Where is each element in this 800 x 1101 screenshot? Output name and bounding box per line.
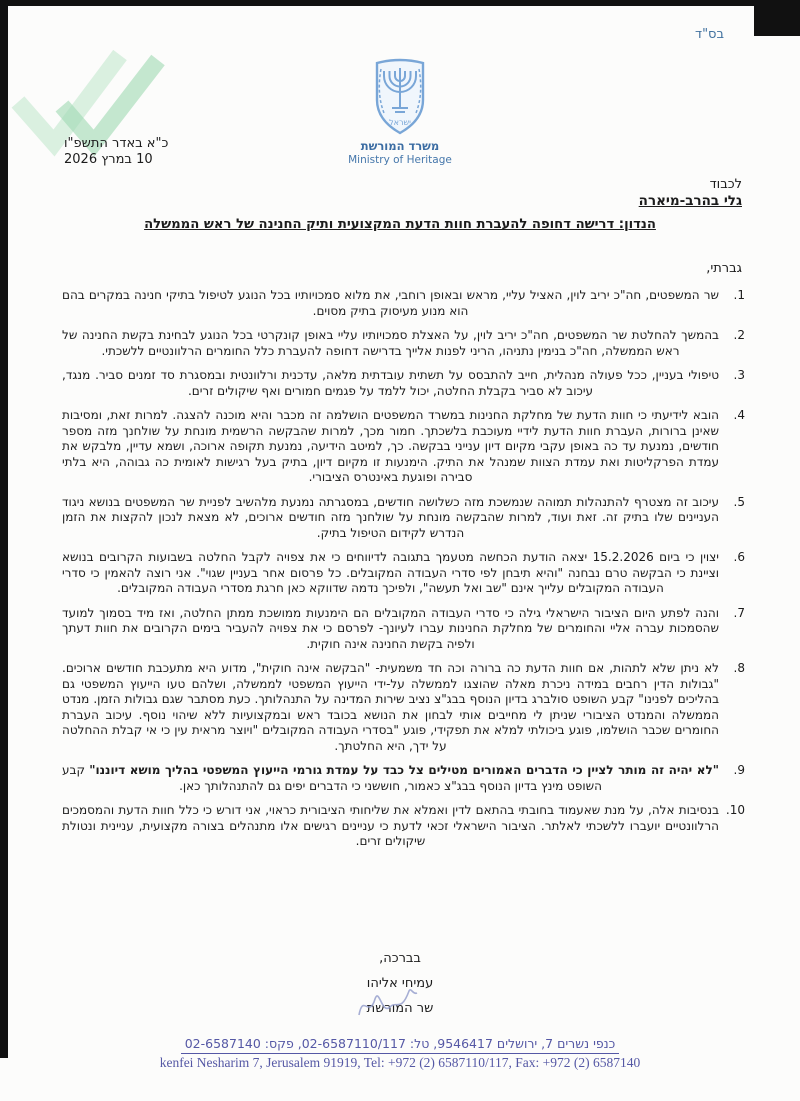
paragraph-item bbox=[60, 803, 745, 850]
paragraph-item bbox=[60, 550, 745, 597]
ministry-name-english: Ministry of Heritage bbox=[348, 154, 452, 166]
paragraph-number: 6. bbox=[733, 550, 745, 564]
paragraph-text: יצוין כי ביום 15.2.2026 יצאה הודעת הכחשה מטעמך בתגובה לדיווחים כי את צפויה לקבל החלטה בשבועות הקרובים בנושא וציינת כי הבקשה טרם נבחנה "והיא תיבחן לפי סדרי העבודה המקובלים. כל פרסום אחר בעניין שגוי". אני רוצה להאמין כי סדרי העבודה המקובלים עלייך אינם "שב ואל תעשה", ולפיכך נדמה שדווקא כאן חרגת מסדרי העבודה המקובלים. bbox=[62, 550, 719, 595]
footer-address-hebrew: כנפי נשרים 7, ירושלים 9546417, טל: 02-6587110/117, פקס: 02-6587140 bbox=[184, 1036, 616, 1051]
date-hebrew: כ"א באדר התשפ"ו bbox=[64, 136, 169, 151]
bsd-inscription: בס"ד bbox=[694, 27, 724, 42]
paragraph-text: עיכוב זה מצטרף להתנהלות תמוהה שנמשכת מזה כשלושה חודשים, במסגרתה נמנעת מלהשיב לפניית שר המשפטים בנושא ניגוד העניינים שלו בתיק זה. זאת ועוד, למרות שהבקשה מונחת על שולחנך מזה חודשים ארוכים, לא מצאת לנכון להקצות את הזמן הנדרש לקידום הטיפול בתיק. bbox=[62, 494, 719, 540]
addressee-block bbox=[639, 176, 742, 210]
paragraph-item bbox=[60, 328, 745, 359]
letter-date bbox=[64, 136, 168, 168]
paragraph-number: 9. bbox=[733, 763, 745, 777]
paragraph-number: 4. bbox=[733, 408, 745, 422]
paragraph-text: "לא יהיה זה מותר לציין כי הדברים האמורים מטילים צל כבד על עמדת גורמי הייעוץ המשפטי בהליך מושא דיוננו" קבע השופט מינץ בדיון הנוסף בבג"צ כאמור, חוששני כי הדברים יפים גם להתנהלותך כאן. bbox=[62, 763, 719, 793]
paragraph-number: 5. bbox=[733, 494, 745, 509]
paragraph-item bbox=[60, 763, 745, 794]
paragraph-text: לא ניתן שלא לתהות, אם חוות הדעת כה ברורה וכה חד משמעית- "הבקשה אינה חוקית", מדוע היא מתעכבת חודשים ארוכים. "גבולות הדין רחבים במידה ניכרת מאלה שהוצגו לממשלה על-ידי הייעוץ המשפטי לממשלה, ושלהם טעו הייעוץ המשפטי גם בהליכים לפנינו" קבע השופט סולברג בדיון הנוסף בבג"צ נציב שירות המדינה על התנהלותך. כעת מסתבר שגם גבולות הזמן. מנדט הממשלה והמנדט הציבורי שניתן לי מחייבים אותי לבחון את הנושא בכובד ראש ובמקצועיות ללא שיהוי נוסף. עיכוב העברת החומרים שכבר הושלמו, פוגע ביכולתי למלא את תפקידי, פוגע "בסדרי העבודה המקובלים "ויוצר מראית עין כי אי קבלת ההחלטה על ידך, היא החלטתך. bbox=[62, 661, 719, 753]
signature-closing: בברכה, bbox=[379, 951, 421, 966]
signer-name-wrap bbox=[367, 971, 433, 996]
paragraph-number: 2. bbox=[733, 328, 745, 342]
paragraph-item bbox=[60, 368, 745, 399]
israel-emblem-icon bbox=[368, 56, 432, 136]
paragraph-text: הובא לידיעתי כי חוות הדעת של מחלקת החנינות במשרד המשפטים הושלמה זה מכבר והיא מוכנה להצגה. למרות זאת, ומסיבות שאינן ברורות, העברת חוות הדעת לידיי מעוכבת בלשכתך. חמור מכך, למרות שהבקשה הרשמית מונחת על שולחנך מזה מספר חודשים, נמנעת עד כה באופן עקבי מקיום דיון ענייני בבקשה. כך, למיטב הידיעה, נמנעת תקופה ארוכה, ושמא עדיין, מלבקש את עמדת הפרקליטות ואת עמדת הצוות שמנהל את התיק. הימנעות זו מקיום דיון, בתיק בעל רגישות לאומית כה גבוהה, היא בלתי סבירה ופוגעת באינטרס הציבורי. bbox=[62, 408, 719, 484]
paragraph-item bbox=[60, 606, 745, 653]
subject-line: הנדון: דרישה דחופה להעברת חוות הדעת המקצועית ותיק החנינה של ראש הממשלה bbox=[144, 217, 656, 232]
paragraph-text: שר המשפטים, חה"כ יריב לוין, האציל עליי, מראש ובאופן רוחבי, את מלוא סמכויותיו בכל הנוגע לטיפול בתיקי חנינה במקרים בהם הוא מנוע מעיסוק בתיק מסוים. bbox=[62, 288, 719, 318]
paragraph-text: והנה לפתע היום הציבור הישראלי גילה כי סדרי העבודה המקובלים הם הימנעות ממושכת ממתן החלטה, ואז מיד בסמוך למועד שהסמכות עברה אליי והחומרים של מחלקת החנינות עברו לעיונך- לפרסם כי את צפויה להעביר בימים הקרובים את חוות דעתך ולפיה בקשת החנינה אינה חוקית. bbox=[62, 605, 719, 651]
signer-name: עמיחי אליהו bbox=[366, 976, 434, 991]
paragraph-item bbox=[60, 495, 745, 542]
signature-block bbox=[0, 946, 800, 1021]
photo-edge-corner bbox=[754, 0, 800, 36]
paragraph-text: טיפולי בעניין, ככל פעולה מנהלית, חייב להתבסס על תשתית עובדתית מלאה, עדכנית ורלוונטית ובמסגרת סד זמנים סביר. מנגד, עיכוב לא סביר בקבלת החלטה, יכול ללמד על פגמים חמורים ואף שיקולים זרים. bbox=[62, 368, 719, 398]
photo-edge-top bbox=[0, 0, 800, 6]
paragraph-item bbox=[60, 661, 745, 754]
paragraph-number: 8. bbox=[733, 661, 745, 675]
footer bbox=[0, 1036, 800, 1071]
paragraph-text: בנסיבות אלה, על מנת שאעמוד בחובתי בהתאם לדין ואמלא את שליחותי הציבורית כראוי, אני דורש כי כלל חוות הדעת והמסמכים הרלוונטיים יועברו ללשכתי לאלתר. הציבור הישראלי זכאי לדעת כי עניינים רגישים אלו מתנהלים בצורה מקצועית, עניינית ונטולת שיקולים זרים. bbox=[62, 803, 719, 848]
addressee-label: לכבוד bbox=[709, 177, 742, 192]
paragraph-number: 3. bbox=[733, 368, 745, 382]
paragraph-item bbox=[60, 288, 745, 319]
ministry-name-hebrew: משרד המורשת bbox=[360, 139, 440, 153]
paragraph-text: בהמשך להחלטת שר המשפטים, חה"כ יריב לוין, על האצלת סמכויותיו עליי באופן קונקרטי בכל הנוגע לבחינת בקשת החנינה של ראש הממשלה, חה"כ בנימין נתניהו, הריני לפנות אלייך בדרישה דחופה להעברת כלל החומרים הרלוונטיים ללשכתי. bbox=[62, 328, 719, 358]
signer-title: שר המורשת bbox=[366, 1001, 434, 1016]
paragraph-item bbox=[60, 408, 745, 486]
date-gregorian: 10 במרץ 2026 bbox=[64, 152, 153, 167]
paragraph-number: 1. bbox=[733, 288, 745, 302]
paragraph-number: 10. bbox=[725, 803, 745, 817]
footer-divider bbox=[181, 1053, 619, 1054]
paragraph-number: 7. bbox=[733, 605, 745, 620]
salutation: גברתי, bbox=[706, 261, 742, 276]
body-paragraphs bbox=[60, 288, 745, 859]
addressee-name: גלי בהרב-מיארה bbox=[638, 193, 742, 209]
svg-text:ישראל: ישראל bbox=[389, 118, 411, 127]
footer-address-english: kenfei Nesharim 7, Jerusalem 91919, Tel: +972 (2) 6587110/117, Fax: +972 (2) 6587140 bbox=[159, 1055, 641, 1070]
